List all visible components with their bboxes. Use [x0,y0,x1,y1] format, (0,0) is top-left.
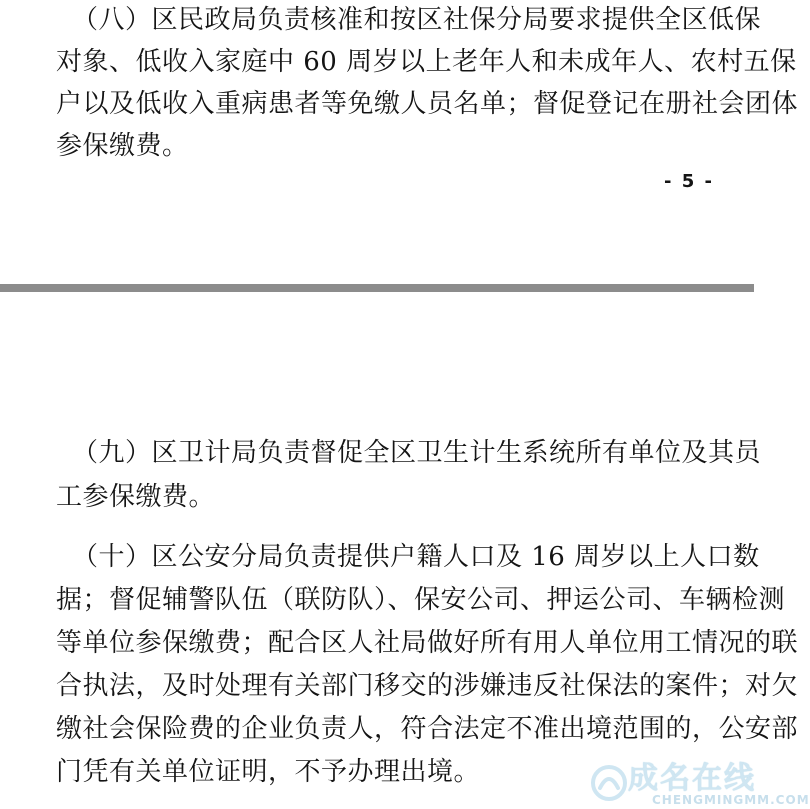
document-page-top [0,0,799,284]
paragraph-10-line: 据；督促辅警队伍（联防队）、保安公司、押运公司、车辆检测 [56,585,786,615]
paragraph-9-line: （九）区卫计局负责督促全区卫生计生系统所有单位及其员 [72,438,762,468]
paragraph-10-line: （十）区公安分局负责提供户籍人口及 16 周岁以上人口数 [72,542,760,572]
watermark-title: 成名在线 [628,761,756,796]
paragraph-8-line: 户以及低收入重病患者等免缴人员名单；督促登记在册社会团体 [56,89,799,119]
paragraph-8-line: （八）区民政局负责核准和按区社保分局要求提供全区低保 [72,5,762,35]
paragraph-8-line: 对象、低收入家庭中 60 周岁以上老年人和未成年人、农村五保 [56,47,797,77]
page-divider [0,284,754,292]
watermark [582,760,810,809]
paragraph-8-line: 参保缴费。 [56,131,189,161]
watermark-domain: CHENGMINGMM.COM [652,793,810,807]
paragraph-10-line: 合执法，及时处理有关部门移交的涉嫌违反社保法的案件；对欠 [56,671,799,701]
watermark-logo-icon [590,764,628,802]
paragraph-10-line: 门凭有关单位证明，不予办理出境。 [56,757,481,787]
paragraph-10-line: 等单位参保缴费；配合区人社局做好所有用人单位用工情况的联 [56,628,799,658]
paragraph-9-line: 工参保缴费。 [56,482,216,512]
document-page-bottom [0,292,799,809]
page-number: - 5 - [664,171,714,192]
paragraph-10-line: 缴社会保险费的企业负责人，符合法定不准出境范围的，公安部 [56,714,799,744]
